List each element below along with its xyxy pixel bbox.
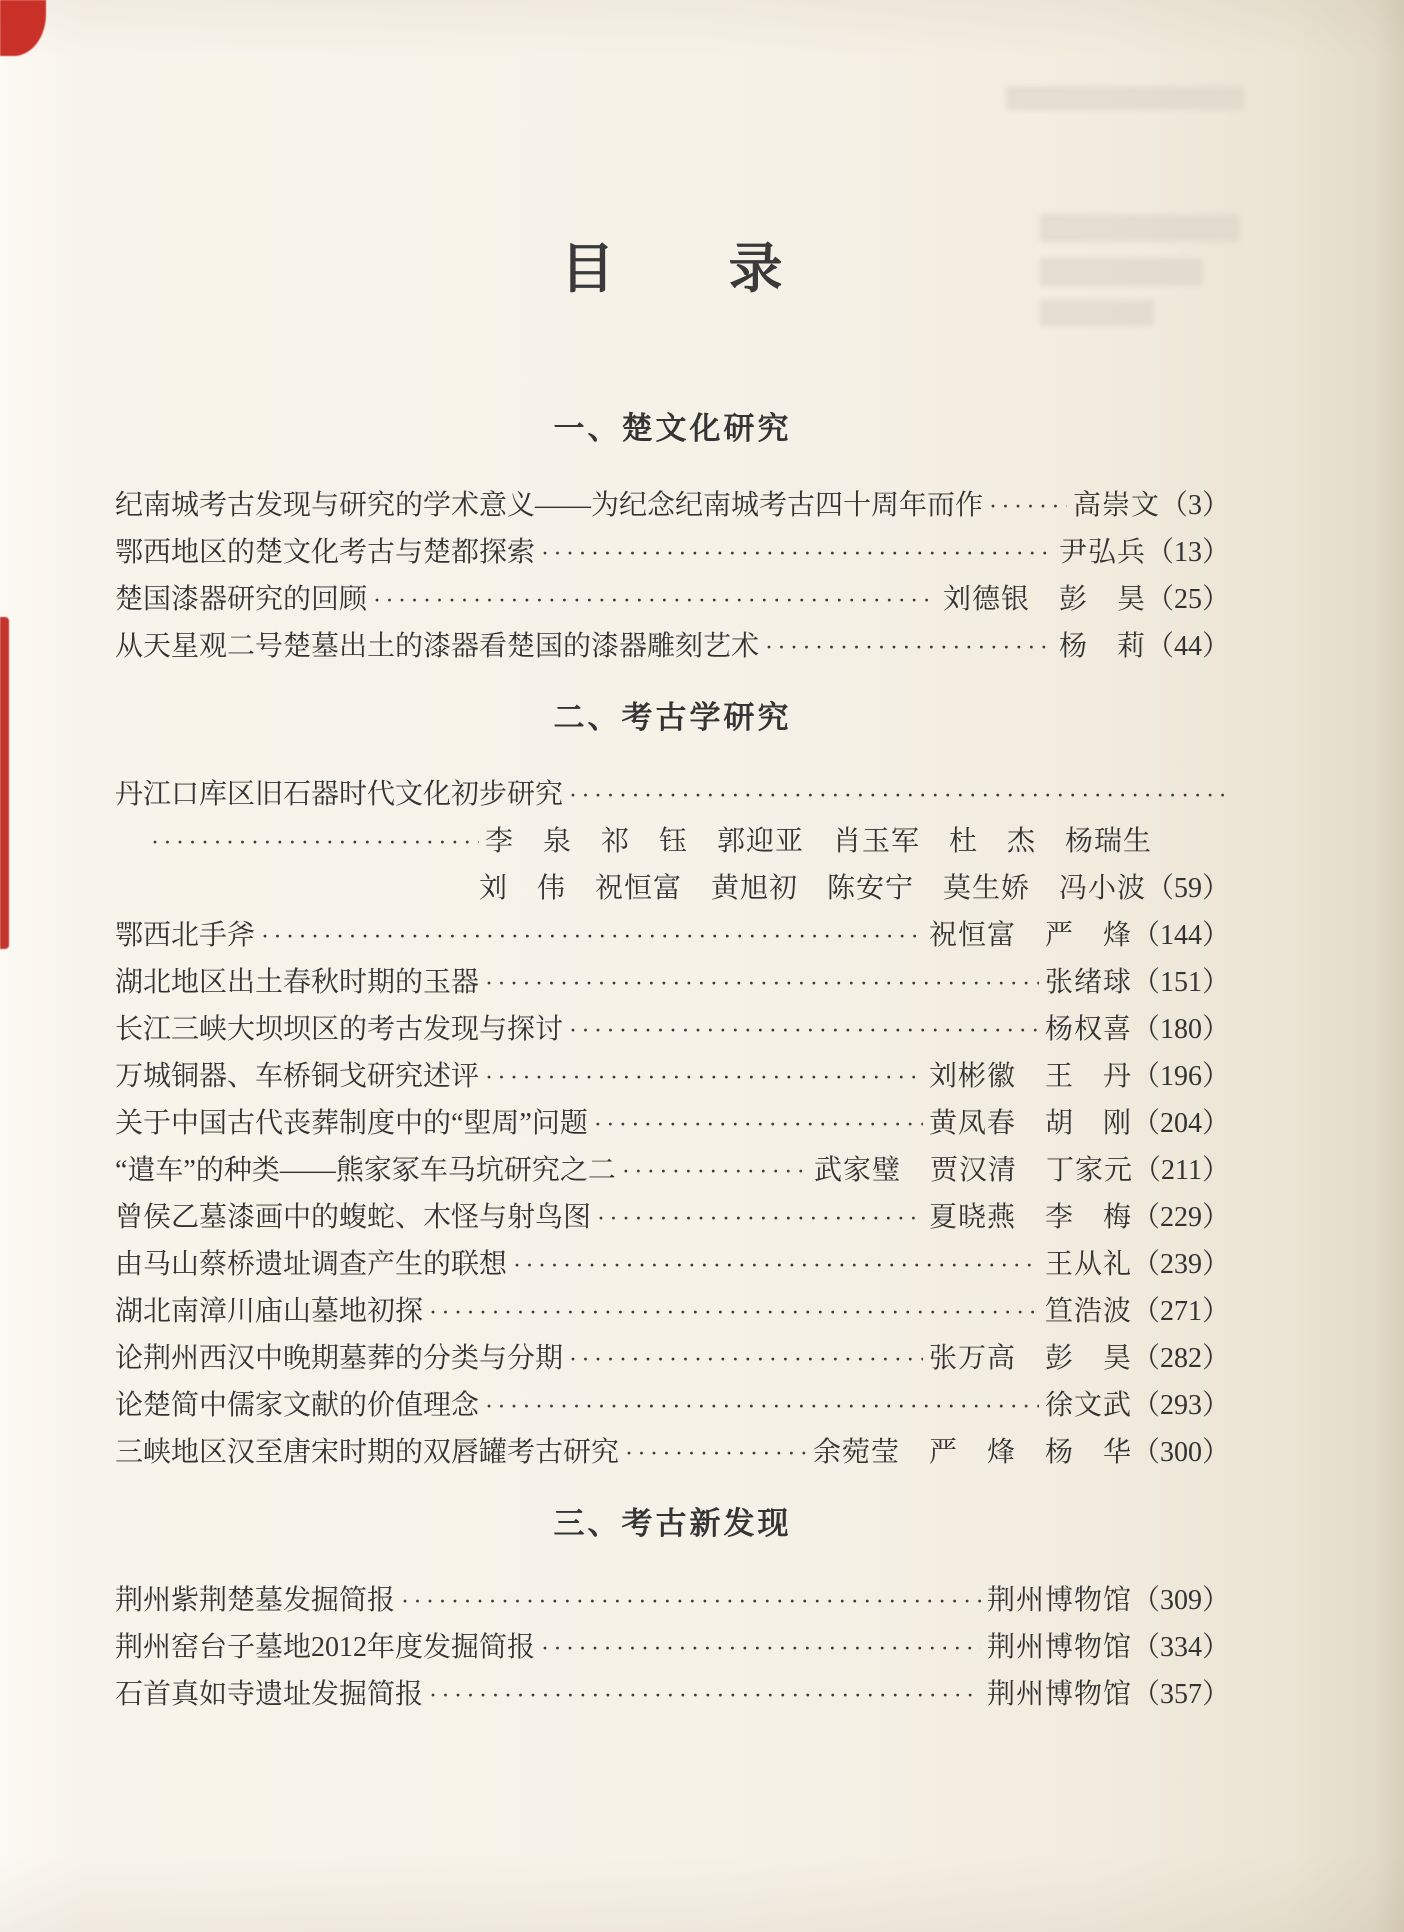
entry-page-number: （300） [1131,1437,1230,1468]
entry-page-number: （309） [1131,1585,1230,1616]
toc-entry [115,959,1230,1006]
entry-tail [929,1194,1230,1241]
entry-page-number: （151） [1131,967,1230,998]
dot-leader [541,529,1053,576]
entry-authors: 李 泉 祁 钰 郭迎亚 肖玉军 杜 杰 杨瑞生 [484,826,1152,857]
entry-page-number: （204） [1131,1108,1230,1139]
toc-entry [115,1382,1230,1429]
toc-entry [115,1241,1230,1288]
entry-title: 由马山蔡桥遗址调查产生的联想 [115,1249,508,1280]
entry-tail [929,912,1230,959]
entry-title: 荆州窑台子墓地2012年度发掘简报 [115,1632,536,1663]
entry-tail [1045,1288,1230,1335]
toc-entry [115,1671,1230,1718]
entry-title: 关于中国古代丧葬制度中的“堲周”问题 [115,1108,588,1139]
entry-authors: 张万高 彭 昊 [928,1343,1132,1374]
entry-title: 鄂西地区的楚文化考古与楚都探索 [115,537,536,568]
entry-authors: 祝恒富 严 烽 [928,920,1132,951]
entry-page-number: （196） [1131,1061,1230,1092]
entry-page-number: （357） [1131,1679,1230,1710]
entry-page-number: （239） [1131,1249,1230,1280]
entry-authors: 余菀莹 严 烽 杨 华 [812,1437,1132,1468]
toc-entry [115,1053,1230,1100]
entry-tail [1045,1241,1230,1288]
entry-page-number: （293） [1131,1390,1230,1421]
entry-title: 鄂西北手斧 [115,920,256,951]
dot-leader [485,1382,1039,1429]
entry-title: 论楚简中儒家文献的价值理念 [115,1390,480,1421]
entry-page-number: （44） [1145,631,1230,662]
toc-entry [115,1100,1230,1147]
dot-leader [485,1053,923,1100]
entry-tail [943,576,1230,623]
toc-entry [115,771,1230,818]
entry-page-number: （271） [1131,1296,1230,1327]
dot-leader [541,1624,981,1671]
dot-leader [373,576,937,623]
entry-tail [987,1624,1230,1671]
entry-title: 三峡地区汉至唐宋时期的双唇罐考古研究 [115,1437,620,1468]
entry-page-number: （229） [1131,1202,1230,1233]
toc-entry [115,1194,1230,1241]
entry-authors: 荆州博物馆 [986,1585,1132,1616]
entry-authors: 张绪球 [1044,967,1132,998]
dot-leader [151,818,479,865]
page-title: 目 录 [560,239,785,299]
entry-tail [987,1577,1230,1624]
entry-tail [1059,623,1230,670]
entry-authors: 夏晓燕 李 梅 [928,1202,1132,1233]
dot-leader [429,1671,981,1718]
entry-page-number: （144） [1131,920,1230,951]
entry-title: “遣车”的种类——熊家冢车马坑研究之二 [115,1155,616,1186]
dot-leader [429,1288,1039,1335]
entry-page-number: （334） [1131,1632,1230,1663]
entry-tail [929,1335,1230,1382]
toc-entry [115,1288,1230,1335]
entry-tail [479,865,1230,912]
entry-authors: 王从礼 [1044,1249,1132,1280]
dot-leader [597,1194,923,1241]
entry-tail [813,1429,1230,1476]
entry-authors: 徐文武 [1044,1390,1132,1421]
entry-authors: 武家璧 贾汉清 丁家元 [814,1155,1134,1186]
section-heading: 二、考古学研究 [553,700,792,735]
dot-leader [989,482,1067,529]
dot-leader [485,959,1039,1006]
toc-entry [115,912,1230,959]
entry-tail [1059,529,1230,576]
entry-title: 湖北地区出土春秋时期的玉器 [115,967,480,998]
entry-tail [1045,1006,1230,1053]
toc-entry [115,482,1230,529]
section-heading: 三、考古新发现 [553,1506,792,1541]
entry-tail [929,1053,1230,1100]
toc-content [115,0,1230,1718]
toc-entry [115,1147,1230,1194]
entry-authors: 荆州博物馆 [986,1679,1132,1710]
red-edge-strip-left [0,617,9,949]
entry-authors: 杨 莉 [1058,631,1146,662]
section-heading: 一、楚文化研究 [553,411,792,446]
entry-title: 纪南城考古发现与研究的学术意义——为纪念纪南城考古四十周年而作 [115,490,984,521]
entry-tail [929,1100,1230,1147]
entry-title: 曾侯乙墓漆画中的蝮蛇、木怪与射鸟图 [115,1202,592,1233]
entry-title: 万城铜器、车桥铜戈研究述评 [115,1061,480,1092]
entry-page-number: （3） [1159,490,1230,521]
dot-leader [594,1100,923,1147]
toc-entry [115,623,1230,670]
dot-leader [569,1335,923,1382]
entry-tail [1045,959,1230,1006]
dot-leader [625,1429,807,1476]
toc-entry [115,529,1230,576]
entry-tail [485,818,1152,865]
entry-page-number: （59） [1145,873,1230,904]
dot-leader [569,1006,1039,1053]
toc-entry [115,1006,1230,1053]
toc-entry [115,576,1230,623]
entry-title: 从天星观二号楚墓出土的漆器看楚国的漆器雕刻艺术 [115,631,760,662]
entry-tail [987,1671,1230,1718]
entry-title: 丹江口库区旧石器时代文化初步研究 [115,779,564,810]
entry-page-number: （13） [1145,537,1230,568]
entry-page-number: （180） [1131,1014,1230,1045]
entry-title: 长江三峡大坝坝区的考古发现与探讨 [115,1014,564,1045]
entry-tail [814,1147,1230,1194]
entry-authors: 刘彬徽 王 丹 [928,1061,1132,1092]
toc-entry [115,1577,1230,1624]
dot-leader [401,1577,981,1624]
red-edge-mark-top-left [0,0,46,56]
entry-page-number: （282） [1131,1343,1230,1374]
entry-title: 湖北南漳川庙山墓地初探 [115,1296,424,1327]
toc-entry [115,865,1230,912]
dot-leader [765,623,1053,670]
entry-page-number: （25） [1145,584,1230,615]
dot-leader [622,1147,808,1194]
entry-page-number: （211） [1133,1155,1230,1186]
dot-leader [513,1241,1039,1288]
dot-leader [261,912,923,959]
entry-tail [1045,1382,1230,1429]
dot-leader [569,771,1224,818]
entry-tail [1073,482,1230,529]
entry-authors: 杨权喜 [1044,1014,1132,1045]
toc-entry [115,1429,1230,1476]
toc-entry [115,818,1230,865]
entry-authors: 刘德银 彭 昊 [942,584,1146,615]
entry-authors: 荆州博物馆 [986,1632,1132,1663]
entry-authors: 尹弘兵 [1058,537,1146,568]
entry-title: 楚国漆器研究的回顾 [115,584,368,615]
entry-authors: 笪浩波 [1044,1296,1132,1327]
entry-authors: 高崇文 [1072,490,1160,521]
toc-sections [115,403,1230,1718]
entry-title: 论荆州西汉中晚期墓葬的分类与分期 [115,1343,564,1374]
entry-title: 石首真如寺遗址发掘简报 [115,1679,424,1710]
toc-entry [115,1335,1230,1382]
toc-entry [115,1624,1230,1671]
entry-authors: 黄凤春 胡 刚 [928,1108,1132,1139]
entry-title: 荆州紫荆楚墓发掘简报 [115,1585,396,1616]
entry-authors: 刘 伟 祝恒富 黄旭初 陈安宁 莫生娇 冯小波 [478,873,1146,904]
